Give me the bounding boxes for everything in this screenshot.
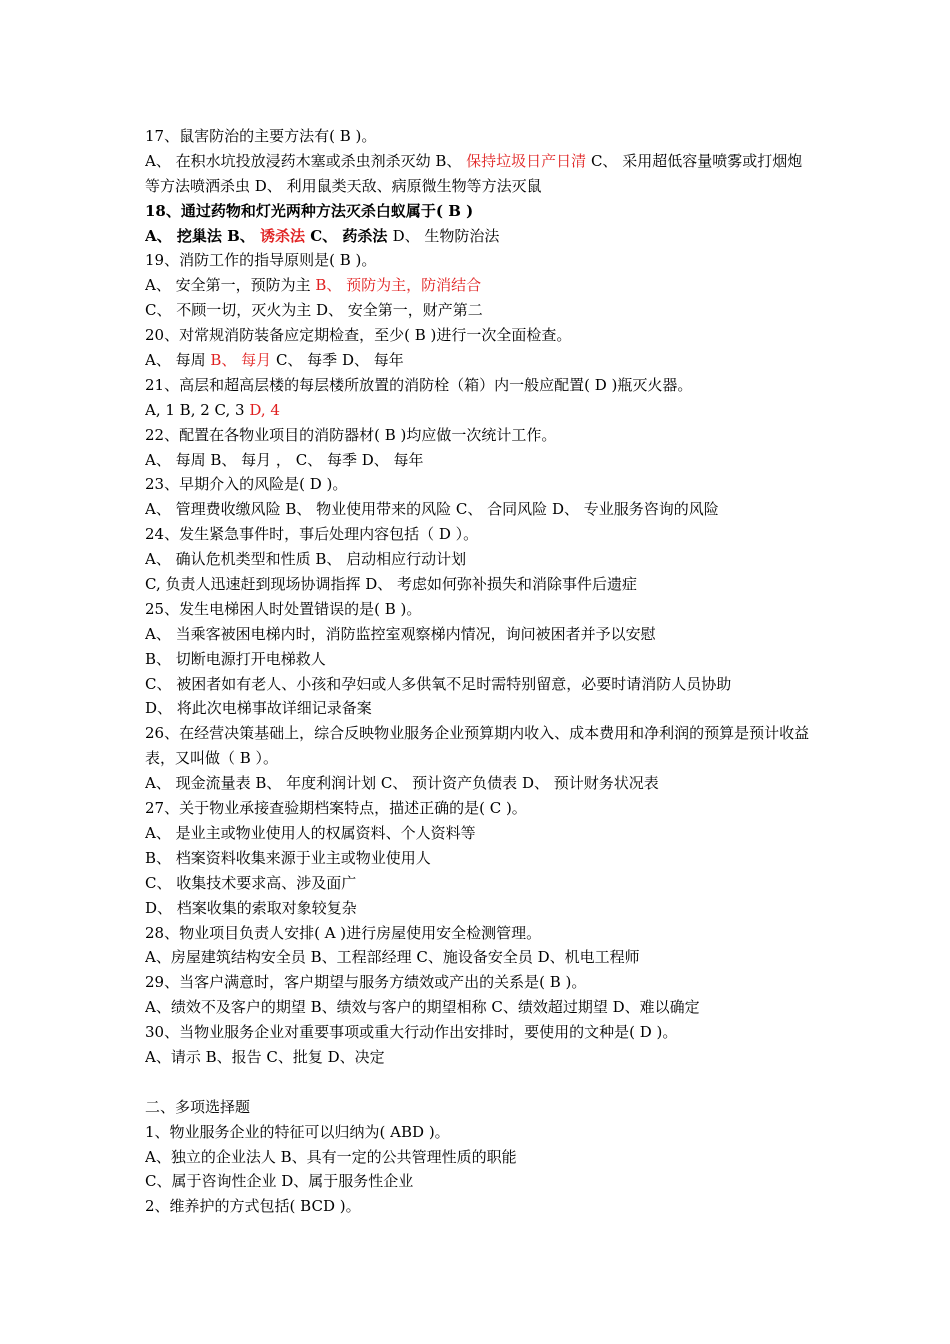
text-line — [145, 448, 867, 473]
text-segment: C、 药杀法 — [305, 226, 393, 245]
text-segment: C、属于咨询性企业 D、属于服务性企业 — [145, 1172, 414, 1191]
text-line — [145, 1169, 867, 1194]
text-segment: C、 采用超低容量喷雾或打烟炮 — [586, 151, 803, 170]
text-segment: 25、发生电梯困人时处置错误的是( B )。 — [145, 599, 422, 618]
text-line — [145, 896, 867, 921]
text-segment: A、 挖巢法 B、 — [145, 226, 260, 245]
text-line — [145, 696, 867, 721]
text-line — [145, 199, 867, 224]
text-segment: 2、维养护的方式包括( BCD )。 — [145, 1197, 361, 1216]
text-segment: 28、物业项目负责人安排( A )进行房屋使用安全检测管理。 — [145, 923, 542, 942]
highlighted-answer: 保持垃圾日产日清 — [466, 151, 587, 170]
highlighted-answer: B、 预防为主，防消结合 — [315, 276, 482, 295]
text-segment: C, 负责人迅速赶到现场协调指挥 D、 考虑如何弥补损失和消除事件后遗症 — [145, 575, 638, 594]
document-body — [145, 124, 867, 1219]
text-segment: 20、对常规消防装备应定期检查，至少( B )进行一次全面检查。 — [145, 326, 572, 345]
text-line — [145, 572, 867, 597]
text-segment: A、 每周 B、 每月 ， C、 每季 D、 每年 — [145, 450, 424, 469]
text-line — [145, 821, 867, 846]
text-line — [145, 846, 867, 871]
highlighted-answer: B、 每月 — [210, 351, 272, 370]
text-line — [145, 124, 867, 149]
text-line — [145, 547, 867, 572]
text-line — [145, 945, 867, 970]
text-line — [145, 622, 867, 647]
text-line — [145, 995, 867, 1020]
text-line — [145, 348, 867, 373]
text-segment: 23、早期介入的风险是( D )。 — [145, 475, 348, 494]
text-line — [145, 273, 867, 298]
text-line — [145, 1194, 867, 1219]
text-line — [145, 1145, 867, 1170]
text-segment: A, 1 B, 2 C, 3 — [145, 400, 250, 419]
text-segment: 等方法喷洒杀虫 D、 利用鼠类天敌、病原微生物等方法灭鼠 — [145, 176, 542, 195]
text-line — [145, 472, 867, 497]
text-segment: A、 当乘客被困电梯内时，消防监控室观察梯内情况，询问被困者并予以安慰 — [145, 624, 656, 643]
text-line — [145, 1120, 867, 1145]
highlighted-answer: D, 4 — [249, 400, 280, 419]
text-segment: 22、配置在各物业项目的消防器材( B )均应做一次统计工作。 — [145, 425, 557, 444]
blank-line — [145, 1070, 867, 1095]
text-line — [145, 647, 867, 672]
text-line — [145, 796, 867, 821]
text-segment: 27、关于物业承接查验期档案特点，描述正确的是( C )。 — [145, 799, 527, 818]
text-segment: C、 收集技术要求高、涉及面广 — [145, 873, 357, 892]
text-line — [145, 746, 867, 771]
text-segment: 21、高层和超高层楼的每层楼所放置的消防栓（箱）内一般应配置( D )瓶灭火器。 — [145, 375, 693, 394]
text-line — [145, 1095, 867, 1120]
text-line — [145, 1045, 867, 1070]
text-segment: A、 确认危机类型和性质 B、 启动相应行动计划 — [145, 550, 467, 569]
text-segment: C、 每季 D、 每年 — [271, 351, 404, 370]
text-segment: D、 生物防治法 — [392, 226, 500, 245]
text-segment: C、 不顾一切，灭火为主 D、 安全第一，财产第二 — [145, 301, 483, 320]
text-line — [145, 771, 867, 796]
text-segment: A、独立的企业法人 B、具有一定的公共管理性质的职能 — [145, 1147, 517, 1166]
text-segment: 18、通过药物和灯光两种方法灭杀白蚁属于( B ) — [145, 201, 474, 220]
text-segment: A、 安全第一，预防为主 — [145, 276, 316, 295]
text-segment: A、 管理费收缴风险 B、 物业使用带来的风险 C、 合同风险 D、 专业服务咨询的风险 — [145, 500, 719, 519]
text-line — [145, 1020, 867, 1045]
text-segment: B、 档案资料收集来源于业主或物业使用人 — [145, 848, 431, 867]
text-segment: A、房屋建筑结构安全员 B、工程部经理 C、施设备安全员 D、机电工程师 — [145, 948, 640, 967]
text-line — [145, 721, 867, 746]
text-line — [145, 921, 867, 946]
text-segment: 二、多项选择题 — [145, 1097, 251, 1116]
text-line — [145, 672, 867, 697]
text-segment: A、 是业主或物业使用人的权属资料、个人资料等 — [145, 823, 476, 842]
text-segment: 1、物业服务企业的特征可以归纳为( ABD )。 — [145, 1122, 450, 1141]
text-line — [145, 298, 867, 323]
text-line — [145, 149, 867, 174]
text-segment: A、绩效不及客户的期望 B、绩效与客户的期望相称 C、绩效超过期望 D、难以确定 — [145, 998, 700, 1017]
text-line — [145, 423, 867, 448]
text-segment: A、 在积水坑投放浸药木塞或杀虫剂杀灭幼 B、 — [145, 151, 467, 170]
text-segment: 19、消防工作的指导原则是( B )。 — [145, 251, 377, 270]
text-line — [145, 373, 867, 398]
text-segment: A、请示 B、报告 C、批复 D、决定 — [145, 1047, 385, 1066]
text-segment: A、 现金流量表 B、 年度利润计划 C、 预计资产负债表 D、 预计财务状况表 — [145, 774, 659, 793]
text-line — [145, 970, 867, 995]
text-segment: 30、当物业服务企业对重要事项或重大行动作出安排时，要使用的文种是( D )。 — [145, 1023, 678, 1042]
text-segment: B、 切断电源打开电梯救人 — [145, 649, 326, 668]
text-line — [145, 248, 867, 273]
text-line — [145, 522, 867, 547]
text-segment: D、 档案收集的索取对象较复杂 — [145, 898, 357, 917]
text-segment: 26、在经营决策基础上，综合反映物业服务企业预算期内收入、成本费用和净利润的预算是预计收益 — [145, 724, 810, 743]
text-segment: A、 每周 — [145, 351, 211, 370]
text-line — [145, 871, 867, 896]
text-line — [145, 597, 867, 622]
text-segment: C、 被困者如有老人、小孩和孕妇或人多供氧不足时需特别留意，必要时请消防人员协助 — [145, 674, 732, 693]
text-line — [145, 398, 867, 423]
text-segment: 17、鼠害防治的主要方法有( B )。 — [145, 127, 377, 145]
text-segment: D、 将此次电梯事故详细记录备案 — [145, 699, 372, 718]
text-line — [145, 497, 867, 522]
text-segment: 表，又叫做（ B ）。 — [145, 749, 279, 768]
highlighted-answer: 诱杀法 — [259, 226, 305, 245]
text-line — [145, 174, 867, 199]
text-segment: 29、当客户满意时，客户期望与服务方绩效或产出的关系是( B )。 — [145, 973, 587, 992]
text-line — [145, 323, 867, 348]
text-segment: 24、发生紧急事件时，事后处理内容包括（ D ）。 — [145, 525, 479, 544]
text-line — [145, 224, 867, 249]
